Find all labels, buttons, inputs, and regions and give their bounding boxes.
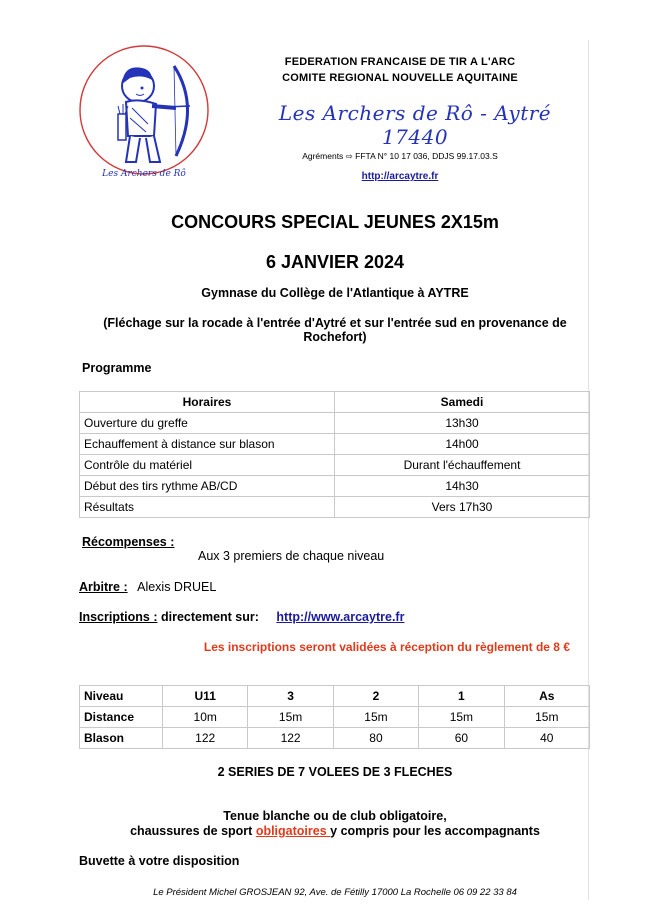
- club-logo: [78, 44, 210, 186]
- tenue-line-1: Tenue blanche ou de club obligatoire,: [223, 809, 447, 823]
- inscriptions-line: [79, 610, 404, 624]
- buvette-text: Buvette à votre disposition: [79, 854, 240, 868]
- cell: Niveau: [80, 686, 163, 707]
- directions-line-2: Rochefort): [303, 330, 367, 344]
- tenue-line-2: [60, 824, 610, 838]
- arbitre-name: Alexis DRUEL: [137, 580, 217, 594]
- cell: 122: [248, 728, 333, 749]
- table-header-row: [80, 392, 590, 413]
- federation-title: FEDERATION FRANCAISE DE TIR A L'ARC: [284, 56, 516, 68]
- row-label: Ouverture du greffe: [80, 413, 335, 434]
- blason-row: [80, 728, 590, 749]
- tenue-text-c: y compris pour les accompagnants: [330, 824, 540, 838]
- event-venue: Gymnase du Collège de l'Atlantique à AYTRE: [201, 286, 469, 300]
- inscriptions-link[interactable]: http://www.arcaytre.fr: [276, 610, 405, 624]
- cell: 3: [248, 686, 333, 707]
- row-value: Vers 17h30: [335, 497, 590, 518]
- cell: 15m: [248, 707, 333, 728]
- tenue-text-a: chaussures de sport: [130, 824, 256, 838]
- comite-title: COMITE REGIONAL NOUVELLE AQUITAINE: [282, 72, 518, 84]
- cell: 15m: [504, 707, 589, 728]
- tenue-obligatoires: obligatoires: [255, 824, 331, 838]
- row-label: Contrôle du matériel: [80, 455, 335, 476]
- programme-heading: Programme: [82, 361, 152, 375]
- arbitre-line: [79, 580, 216, 594]
- cell: 2: [333, 686, 418, 707]
- event-date: 6 JANVIER 2024: [265, 252, 405, 272]
- distance-row: [80, 707, 590, 728]
- arbitre-label: Arbitre :: [79, 580, 128, 594]
- row-label: Echauffement à distance sur blason: [80, 434, 335, 455]
- row-label: Début des tirs rythme AB/CD: [80, 476, 335, 497]
- recompenses-label: Récompenses :: [82, 535, 175, 549]
- cell: U11: [163, 686, 248, 707]
- agrements-text: Agréments ⇨ FFTA N° 10 17 036, DDJS 99.17.03.S: [302, 151, 498, 161]
- cell: 10m: [163, 707, 248, 728]
- cell: 15m: [419, 707, 504, 728]
- table-row: [80, 497, 590, 518]
- row-value: Durant l'échauffement: [335, 455, 590, 476]
- row-value: 14h30: [335, 476, 590, 497]
- programme-table: [79, 391, 590, 518]
- table-row: [80, 455, 590, 476]
- cell: 40: [504, 728, 589, 749]
- niveaux-table: [79, 685, 590, 749]
- row-value: 13h30: [335, 413, 590, 434]
- cell: As: [504, 686, 589, 707]
- cell: 15m: [333, 707, 418, 728]
- row-label: Résultats: [80, 497, 335, 518]
- club-website-link[interactable]: http://arcaytre.fr: [361, 171, 439, 182]
- cell: 1: [419, 686, 504, 707]
- payment-note: Les inscriptions seront validées à réception du règlement de 8 €: [203, 640, 570, 654]
- cell: Distance: [80, 707, 163, 728]
- footer-president: Le Président Michel GROSJEAN 92, Ave. de Fétilly 17000 La Rochelle 06 09 22 33 84: [153, 887, 517, 898]
- row-value: 14h00: [335, 434, 590, 455]
- event-title: CONCOURS SPECIAL JEUNES 2X15m: [171, 212, 499, 232]
- cell: 80: [333, 728, 418, 749]
- inscriptions-label: Inscriptions :: [79, 610, 158, 624]
- col-samedi: Samedi: [335, 392, 590, 413]
- cell: 122: [163, 728, 248, 749]
- cell: Blason: [80, 728, 163, 749]
- table-row: [80, 434, 590, 455]
- series-text: 2 SERIES DE 7 VOLEES DE 3 FLECHES: [217, 765, 453, 779]
- club-name: Les Archers de Rô - Aytré 17440: [278, 101, 552, 149]
- niveau-row: [80, 686, 590, 707]
- inscriptions-prefix: directement sur:: [160, 610, 259, 624]
- col-horaires: Horaires: [80, 392, 335, 413]
- directions-line-1: (Fléchage sur la rocade à l'entrée d'Aytré et sur l'entrée sud en provenance de: [103, 316, 567, 330]
- table-row: [80, 476, 590, 497]
- recompenses-text: Aux 3 premiers de chaque niveau: [198, 549, 385, 563]
- table-row: [80, 413, 590, 434]
- cell: 60: [419, 728, 504, 749]
- logo-caption: Les Archers de Rô: [102, 169, 186, 179]
